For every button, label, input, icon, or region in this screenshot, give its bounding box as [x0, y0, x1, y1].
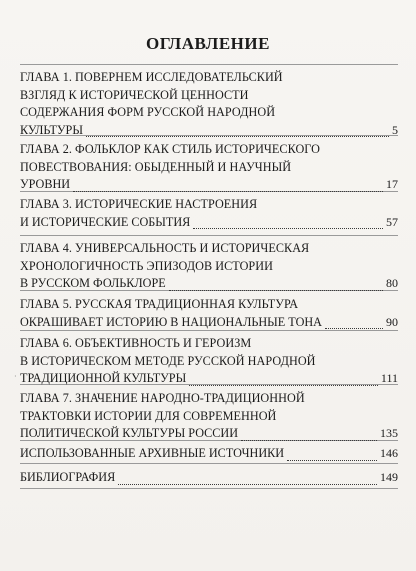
toc-entry-line: ГЛАВА 1. ПОВЕРНЕМ ИССЛЕДОВАТЕЛЬСКИЙ [20, 70, 283, 84]
toc-entry-line: ГЛАВА 6. ОБЪЕКТИВНОСТЬ И ГЕРОИЗМ [20, 336, 252, 350]
dot-leader [325, 328, 383, 329]
toc-entry-text: УРОВНИ [20, 177, 71, 191]
dot-leader [287, 460, 377, 461]
toc-title: ОГЛАВЛЕНИЕ [146, 34, 270, 53]
dot-leader [241, 440, 377, 441]
toc-entry-last-line [20, 122, 398, 140]
toc-entry-last-line [20, 445, 398, 463]
toc-entry-last-line [20, 370, 398, 388]
scan-speck: · [14, 372, 17, 381]
toc-entry-line: ГЛАВА 4. УНИВЕРСАЛЬНОСТЬ И ИСТОРИЧЕСКАЯ [20, 241, 310, 255]
toc-entry[interactable] [20, 141, 398, 194]
toc-entry[interactable] [20, 69, 398, 139]
toc-entry-last-line [20, 176, 398, 194]
toc-entry-line: СОДЕРЖАНИЯ ФОРМ РУССКОЙ НАРОДНОЙ [20, 105, 276, 119]
dot-leader [189, 385, 378, 386]
page-number: 111 [380, 371, 398, 385]
toc-entry-line: ГЛАВА 2. ФОЛЬКЛОР КАК СТИЛЬ ИСТОРИЧЕСКОГО [20, 142, 320, 156]
toc-entry-text: И ИСТОРИЧЕСКИЕ СОБЫТИЯ [20, 214, 191, 229]
toc-entry[interactable] [20, 445, 398, 463]
dot-leader [86, 136, 389, 137]
toc-entry-text: БИБЛИОГРАФИЯ [20, 470, 116, 484]
toc-entry-line: ГЛАВА 3. ИСТОРИЧЕСКИЕ НАСТРОЕНИЯ [20, 197, 258, 211]
toc-entry-text: ИСПОЛЬЗОВАННЫЕ АРХИВНЫЕ ИСТОЧНИКИ [20, 446, 285, 460]
toc-entry-text: ПОЛИТИЧЕСКОЙ КУЛЬТУРЫ РОССИИ [20, 426, 239, 440]
toc-entry[interactable] [20, 335, 398, 388]
toc-entry[interactable] [20, 296, 398, 331]
toc-entry-text: В РУССКОМ ФОЛЬКЛОРЕ [20, 276, 166, 290]
toc-entry[interactable] [20, 196, 398, 231]
page-number: 57 [386, 214, 398, 229]
toc-entry-line: ХРОНОЛОГИЧНОСТЬ ЭПИЗОДОВ ИСТОРИИ [20, 258, 273, 273]
page-number: 80 [386, 276, 398, 290]
toc-entry-line: В ИСТОРИЧЕСКОМ МЕТОДЕ РУССКОЙ НАРОДНОЙ [20, 353, 316, 368]
toc-entry-line: ВЗГЛЯД К ИСТОРИЧЕСКОЙ ЦЕННОСТИ [20, 87, 249, 102]
page-number: 135 [380, 426, 398, 440]
toc-entry-line: ТРАКТОВКИ ИСТОРИИ ДЛЯ СОВРЕМЕННОЙ [20, 408, 277, 423]
toc-entry-last-line [20, 275, 398, 293]
dot-leader [169, 290, 383, 291]
toc-entry-last-line [20, 469, 398, 487]
section-divider [20, 64, 398, 65]
page-number: 90 [386, 314, 398, 329]
section-divider [20, 463, 398, 464]
toc-entry-line: ГЛАВА 7. ЗНАЧЕНИЕ НАРОДНО-ТРАДИЦИОННОЙ [20, 391, 305, 405]
dot-leader [73, 191, 383, 192]
toc-entry-line: ГЛАВА 5. РУССКАЯ ТРАДИЦИОННАЯ КУЛЬТУРА [20, 297, 299, 311]
page-number: 149 [380, 470, 398, 484]
toc-entry-last-line [20, 314, 398, 332]
page-number: 17 [386, 177, 398, 191]
toc-entry[interactable] [20, 240, 398, 293]
page-number: 5 [392, 122, 398, 137]
section-divider [20, 235, 398, 236]
toc-entry[interactable] [20, 390, 398, 443]
page-number: 146 [380, 446, 398, 460]
toc-entry-text: ТРАДИЦИОННОЙ КУЛЬТУРЫ [20, 371, 187, 385]
toc-entry-text: КУЛЬТУРЫ [20, 122, 83, 137]
dot-leader [193, 228, 383, 229]
section-divider [20, 488, 398, 489]
toc-entry[interactable] [20, 469, 398, 487]
toc-entry-last-line [20, 425, 398, 443]
toc-entry-last-line [20, 214, 398, 232]
toc-entry-line: ПОВЕСТВОВАНИЯ: ОБЫДЕННЫЙ И НАУЧНЫЙ [20, 159, 292, 174]
dot-leader [118, 484, 377, 485]
toc-entry-text: ОКРАШИВАЕТ ИСТОРИЮ В НАЦИОНАЛЬНЫЕ ТОНА [20, 314, 322, 329]
